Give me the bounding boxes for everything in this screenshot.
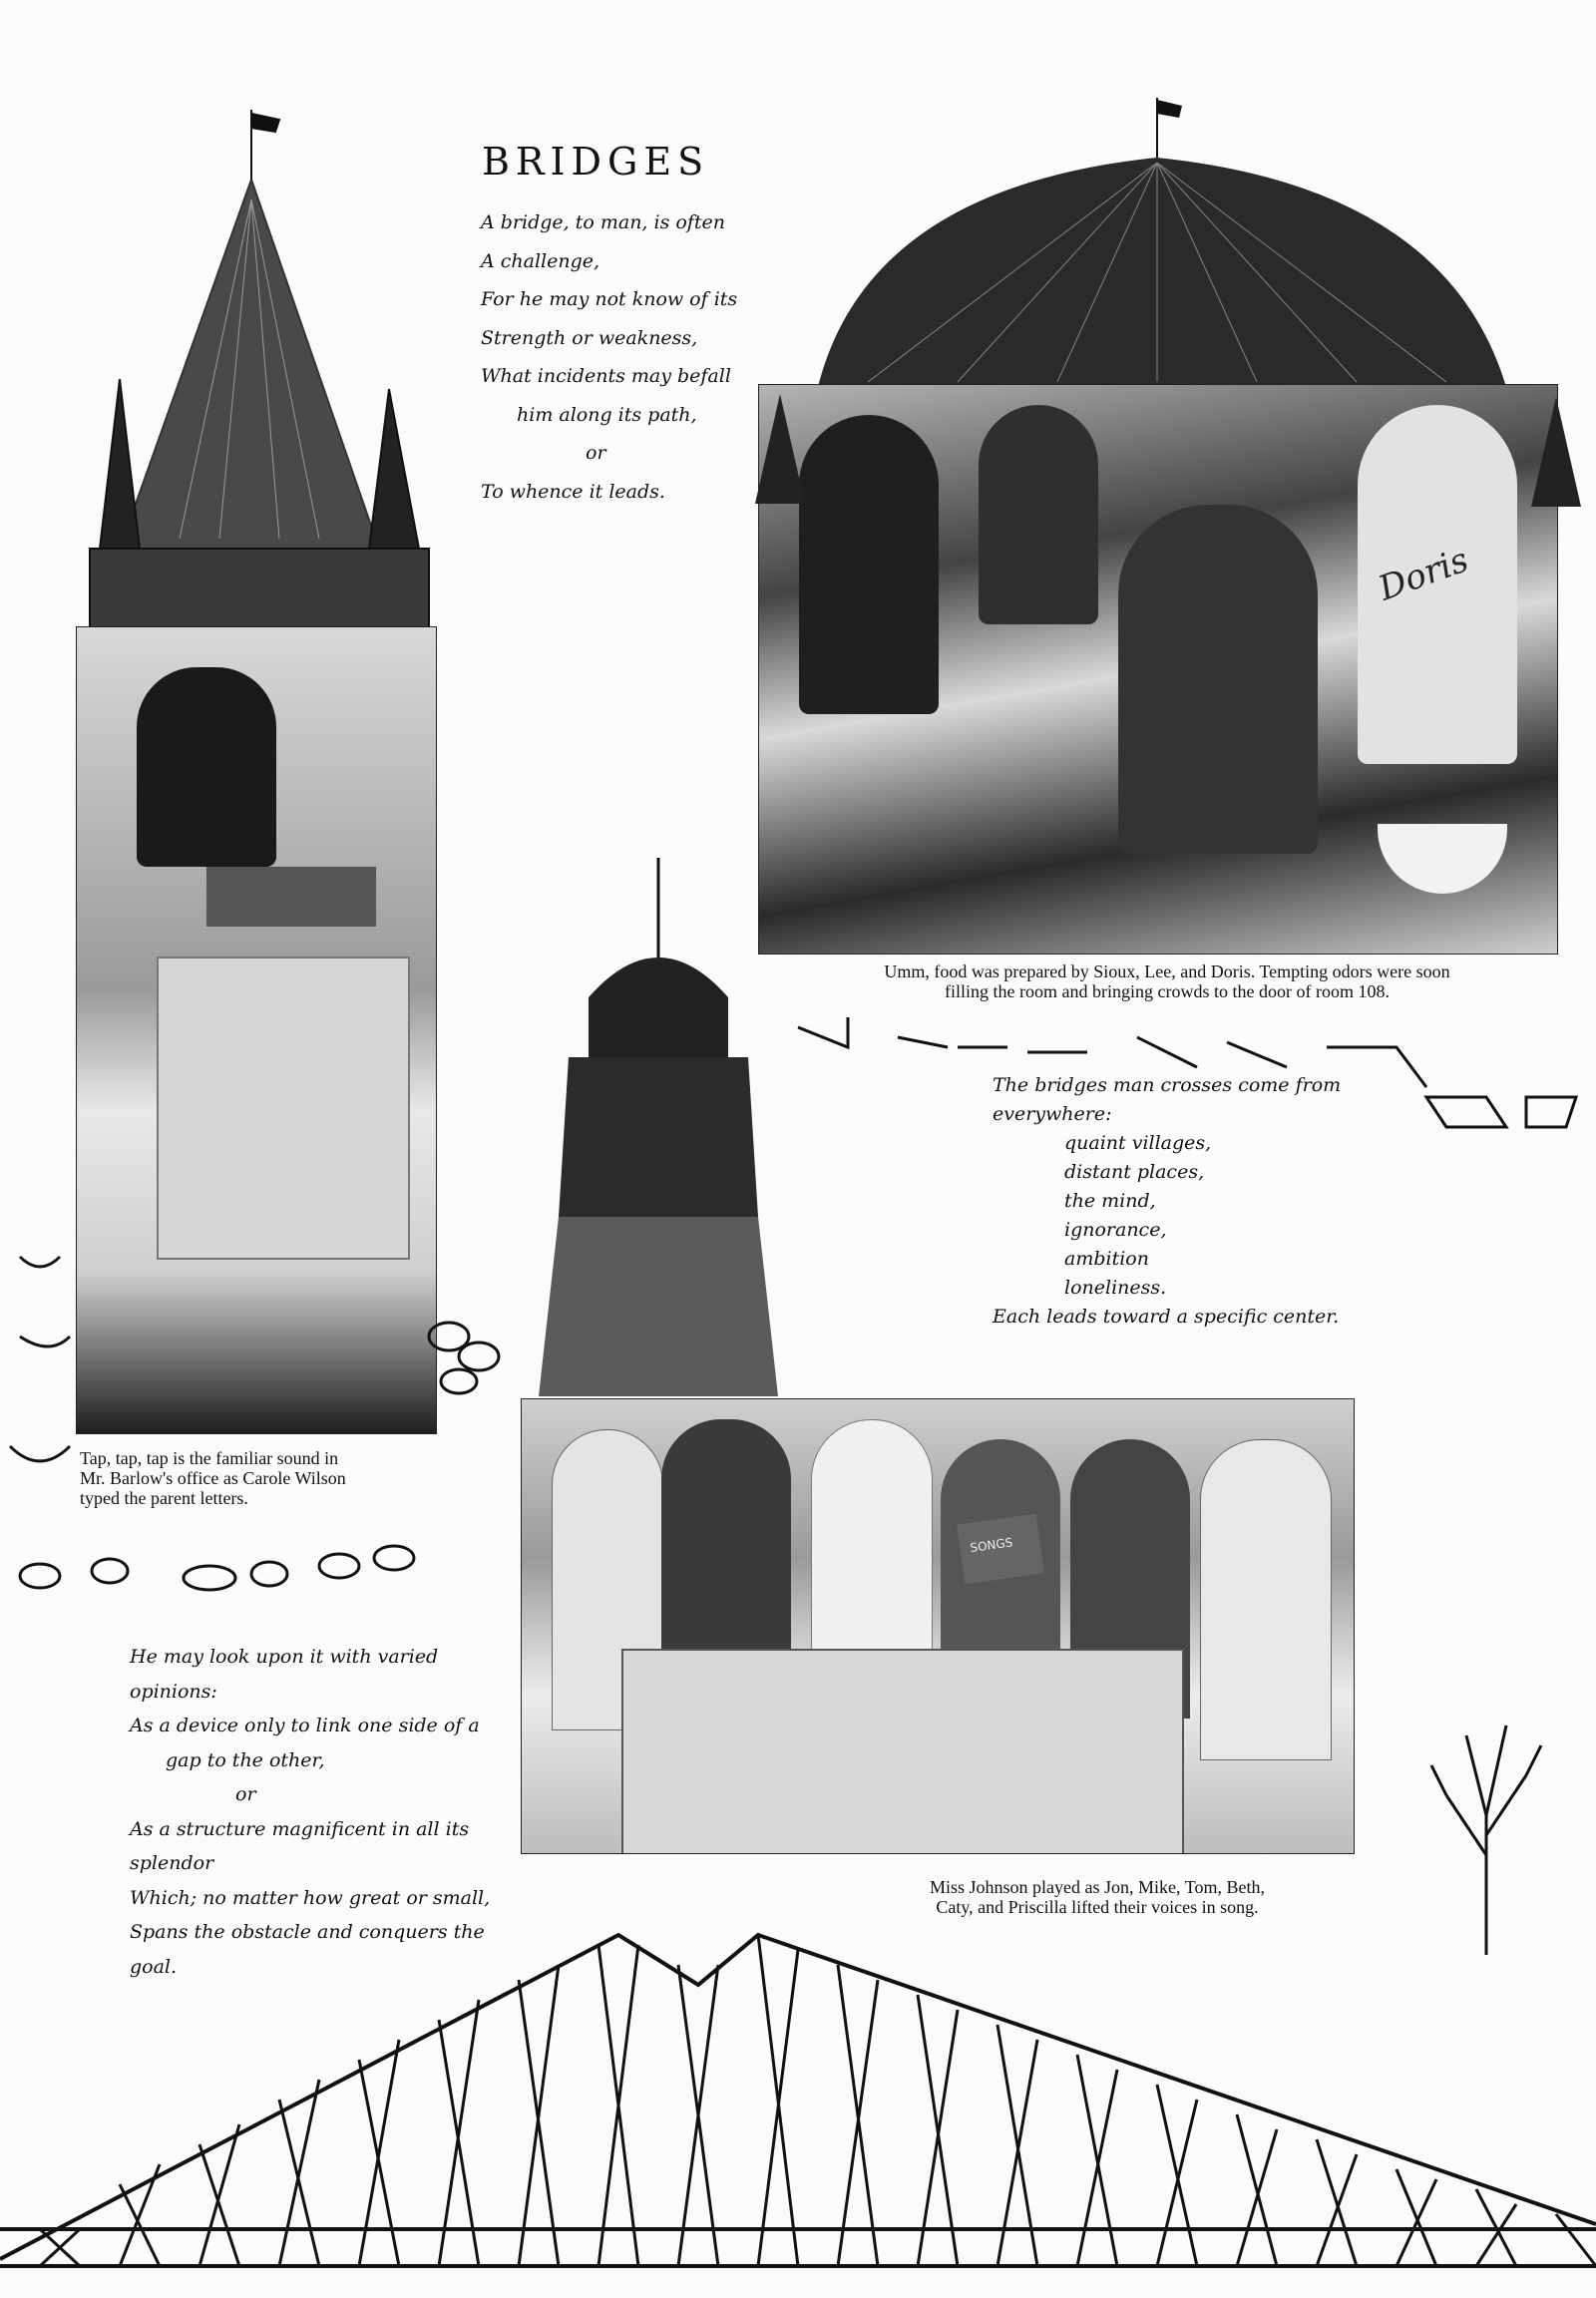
cooking-caption xyxy=(788,961,1546,1001)
poem-end-line: As a structure magnificent in all its xyxy=(130,1817,470,1840)
poem-middle-line: everywhere: xyxy=(993,1103,1112,1125)
poem-intro-line: him along its path, xyxy=(517,403,697,426)
student-figure xyxy=(799,415,939,714)
poem-middle-line: ambition xyxy=(1064,1248,1149,1270)
tree-sketch-right xyxy=(1526,397,1586,517)
typist-figure xyxy=(137,667,276,867)
typewriter xyxy=(206,867,376,927)
singing-caption-line-2: Caty, and Priscilla lifted their voices in song. xyxy=(936,1897,1259,1917)
castle-tower-sketch xyxy=(80,110,439,628)
songbook xyxy=(957,1514,1044,1585)
bridge-truss-sketch xyxy=(0,1925,1596,2298)
poem-intro-line: What incidents may befall xyxy=(481,365,731,387)
singing-photo xyxy=(521,1398,1355,1854)
typist-caption-line-1: Tap, tap, tap is the familiar sound in xyxy=(80,1448,339,1468)
singing-caption-line-1: Miss Johnson played as Jon, Mike, Tom, Beth, xyxy=(930,1877,1265,1897)
poem-end-line: goal. xyxy=(130,1955,178,1978)
bridge-truss-members xyxy=(40,1935,1596,2266)
singing-caption xyxy=(858,1877,1337,1917)
poem-intro-line: or xyxy=(586,442,606,464)
poem-intro-line: A challenge, xyxy=(481,249,600,272)
cathedral-spire-sketch xyxy=(529,858,788,1396)
poem-intro-line: For he may not know of its xyxy=(481,288,738,310)
cooking-caption-line-2: filling the room and bringing crowds to the door of room 108. xyxy=(945,981,1390,1001)
poem-middle-line: distant places, xyxy=(1064,1161,1205,1183)
student-figure xyxy=(1118,505,1318,854)
poem-intro-line: A bridge, to man, is often xyxy=(481,211,725,233)
poem-end-line: splendor xyxy=(130,1852,214,1874)
cooking-caption-line-1: Umm, food was prepared by Sioux, Lee, and Doris. Tempting odors were soon xyxy=(884,961,1450,981)
poem-middle-line: the mind, xyxy=(1064,1190,1156,1212)
tree-sketch xyxy=(1426,1696,1546,1955)
poem-middle-line: loneliness. xyxy=(1064,1277,1167,1299)
poem-intro-line: Strength or weakness, xyxy=(481,326,698,349)
poem-middle-line: Each leads toward a specific center. xyxy=(993,1306,1340,1328)
tree-sketch-left xyxy=(750,394,810,514)
dome-canopy-sketch xyxy=(808,88,1526,407)
sweater-name-doris: Doris xyxy=(1373,540,1474,609)
poem-middle-line: ignorance, xyxy=(1064,1219,1167,1241)
piano xyxy=(621,1649,1184,1854)
poem-end-line: or xyxy=(235,1783,256,1805)
poem-end-line: gap to the other, xyxy=(166,1748,325,1771)
poem-end-line: opinions: xyxy=(130,1680,217,1703)
poem-middle-line: quaint villages, xyxy=(1064,1132,1212,1154)
typist-caption-line-2: Mr. Barlow's office as Carole Wilson xyxy=(80,1468,346,1488)
poem-middle-line: The bridges man crosses come from xyxy=(993,1074,1342,1096)
poem-intro-line: To whence it leads. xyxy=(481,480,665,503)
poem-end-line: As a device only to link one side of a xyxy=(130,1715,480,1736)
poem-end-line: He may look upon it with varied xyxy=(130,1646,439,1668)
sketch-doodles-left xyxy=(0,1147,519,1606)
student-figure xyxy=(1200,1439,1332,1760)
cooking-photo xyxy=(758,384,1558,955)
poem-intro xyxy=(481,203,737,511)
page-title: BRIDGES xyxy=(482,140,710,184)
mixing-bowl xyxy=(1378,824,1507,894)
student-figure xyxy=(979,405,1098,624)
songbook-title: SONGS xyxy=(969,1535,1014,1556)
poem-end-line: Spans the obstacle and conquers the xyxy=(130,1921,485,1943)
typist-caption-line-3: typed the parent letters. xyxy=(80,1488,248,1508)
poem-end-line: Which; no matter how great or small, xyxy=(130,1886,491,1909)
poem-middle xyxy=(993,1071,1341,1332)
